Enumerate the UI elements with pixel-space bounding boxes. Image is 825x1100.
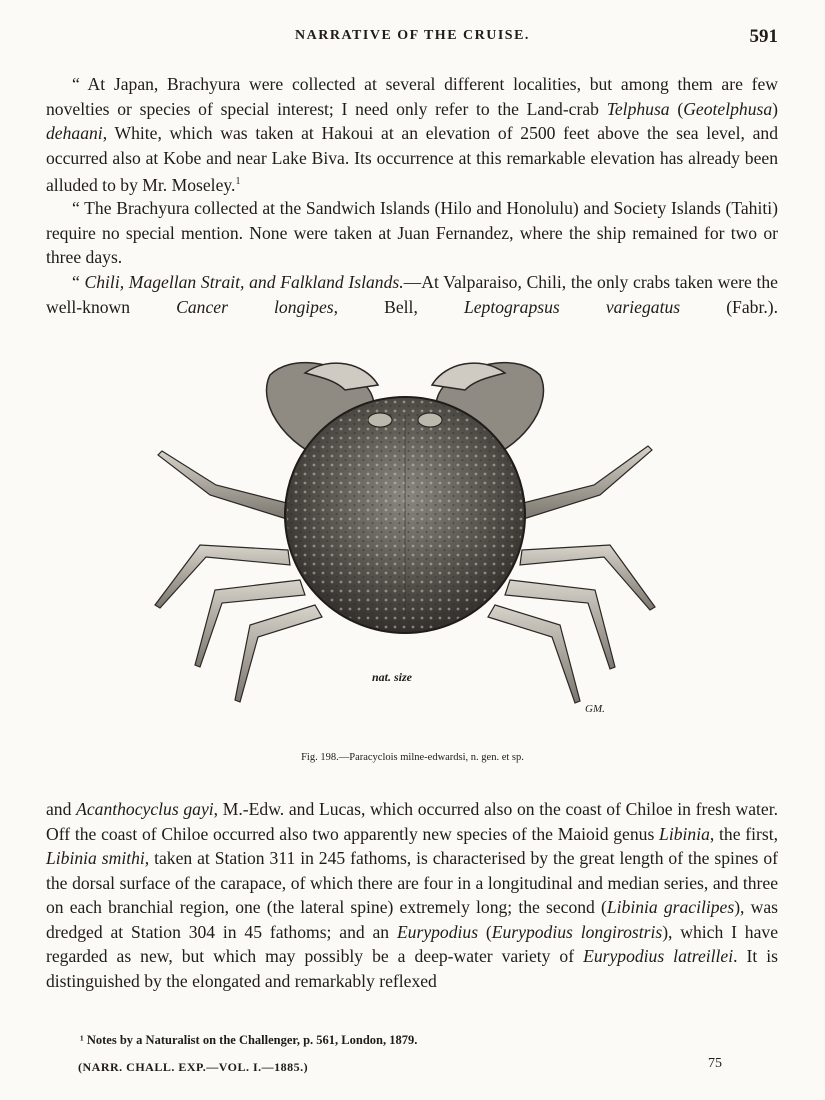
footnote: ¹ Notes by a Naturalist on the Challenger, p. 561, London, 1879. — [80, 1033, 418, 1047]
paragraph-japan: “ At Japan, Brachyura were collected at several different localities, but among them are few novelties or species of special interest; I need only refer to the Land-crab Telphusa (Geotelphusa) dehaani, White, which was taken at Hakoui at an elevation of 2500 feet above the sea level, and occurred also at Kobe and near Lake Biva. Its occurrence at this remarkable elevation has already been alluded to by Mr. Moseley.$^1$ — [46, 74, 778, 195]
figure-size-label: nat. size — [372, 670, 413, 684]
paragraph-acanthocyclus: and Acanthocyclus gayi, M.-Edw. and Lucas, which occurred also on the coast of Chiloe in fresh water. Off the coast of Chiloe occurred also two apparently new species of the Maioid genus Libinia, the first, Libinia smithi, taken at Station 311 in 245 fathoms, is characterised by the great length of the spines of the dorsal surface of the carapace, of which there are four in a longitudinal and median series, and three on each branchial region, one (the lateral spine) extremely long; the second (Libinia gracilipes), was dredged at Station 304 in 45 fathoms; and an Eurypodius (Eurypodius longirostris), which I have regarded as new, but which may possibly be a deep-water variety of Eurypodius latreillei. It is distinguished by the elongated and remarkably reflexed — [46, 799, 779, 991]
paragraph-sandwich-islands: “ The Brachyura collected at the Sandwich Islands (Hilo and Honolulu) and Society Islands (Tahiti) require no special mention. None were taken at Juan Fernandez, where the ship remained for two or three days. — [46, 198, 778, 267]
signature-number: 75 — [708, 1056, 722, 1071]
page-header — [0, 28, 825, 52]
figure-caption: Fig. 198.—Paracyclois milne-edwardsi, n. gen. et sp. — [301, 752, 524, 763]
footnote-ref[interactable]: 1 — [235, 176, 241, 187]
running-head: NARRATIVE OF THE CRUISE. — [295, 28, 530, 43]
page-number: 591 — [749, 26, 778, 47]
paragraph-chili: “ Chili, Magellan Strait, and Falkland Islands.—At Valparaiso, Chili, the only crabs taken were the well-known Cancer longipes, Bell, Leptograpsus variegatus (Fabr.). — [46, 272, 778, 317]
illustrator-signature: GM. — [585, 703, 605, 715]
signature-line: (NARR. CHALL. EXP.—VOL. I.—1885.) — [78, 1060, 309, 1074]
